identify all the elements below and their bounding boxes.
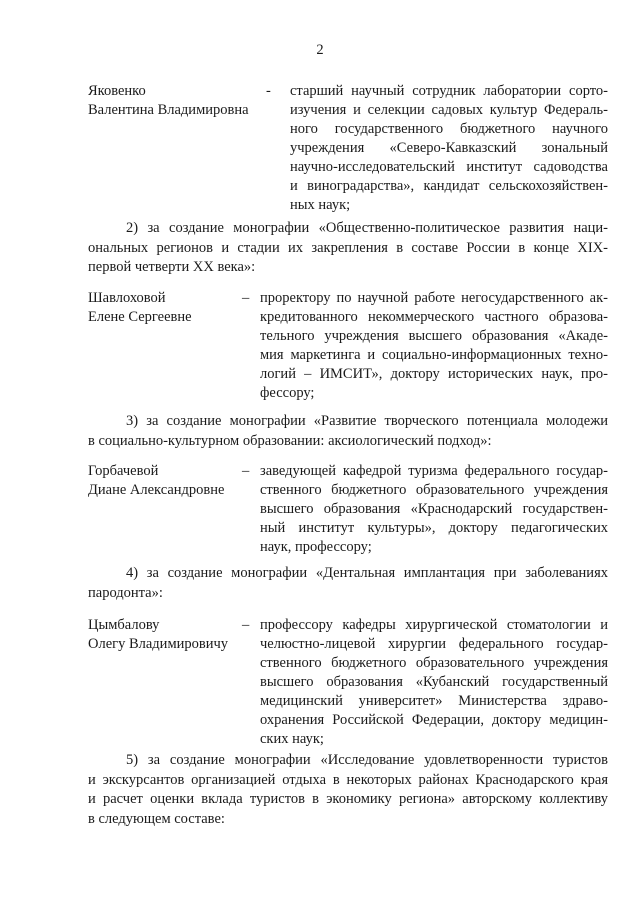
description-line: научно-исследовательский институт садоводства [290,159,608,175]
recipient-surname: Цымбалову [88,617,160,633]
description-line: ственного бюджетного образовательного учреждения [260,482,608,498]
description-line: фессору; [260,385,315,401]
description-line: высшего образования «Кубанский государственный [260,674,608,690]
recipient-description [260,462,608,557]
separator-dash: - [266,83,271,99]
separator-dash: – [242,463,250,479]
separator-dash: – [242,290,250,306]
description-line: высшего образования «Краснодарский государствен- [260,501,608,517]
nomination-line: 3) за создание монографии «Развитие творческого потенциала молодежи [126,413,608,429]
description-line: заведующей кафедрой туризма федерального государ- [260,463,608,479]
description-line: ный институт культуры», доктору педагогических [260,520,608,536]
description-line: старший научный сотрудник лаборатории сорто- [290,83,608,99]
nomination-line: 5) за создание монографии «Исследование удовлетворенности туристов [126,752,608,768]
nomination-line: 2) за создание монографии «Общественно-политическое развития наци- [126,220,608,236]
recipient-given-names: Олегу Владимировичу [88,636,229,652]
description-line: логий – ИМСИТ», доктору исторических наук, про- [260,366,608,382]
description-line: тельного учреждения высшего образования «Акаде- [260,328,608,344]
description-line: охранения Российской Федерации, доктору медицин- [260,712,608,728]
description-line: учреждения «Северо-Кавказский зональный [290,140,608,156]
description-line: изучения и селекции садовых культур Федераль- [290,102,608,118]
description-line: наук, профессору; [260,539,372,555]
recipient-given-names: Елене Сергеевне [88,309,192,325]
page-number: 2 [316,42,324,58]
recipient-given-names: Валентина Владимировна [88,102,249,118]
nomination-line: ональных регионов и стадии их закрепления в составе России в конце XIX- [88,239,608,256]
nomination-line: 4) за создание монографии «Дентальная имплантация при заболеваниях [126,565,608,581]
description-line: ных наук; [290,197,351,213]
nomination-line: пародонта»: [88,584,163,601]
recipient-description [260,616,608,749]
description-line: проректору по научной работе негосударственного ак- [260,290,608,306]
description-line: мия маркетинга и социально-информационных техно- [260,347,608,363]
description-line: и виноградарства», кандидат сельскохозяйствен- [290,178,608,194]
recipient-surname: Горбачевой [88,463,159,479]
description-line: медицинский университет» Министерства здраво- [260,693,608,709]
recipient-given-names: Диане Александровне [88,482,225,498]
nomination-line: и экскурсантов организацией отдыха в некоторых районах Краснодарского края [88,771,608,788]
recipient-name [88,616,263,654]
recipient-surname: Яковенко [88,83,146,99]
recipient-name [88,462,263,500]
nomination-line: и расчет оценки вклада туристов в экономику региона» авторскому коллективу [88,791,608,807]
recipient-description [290,82,608,215]
recipient-description [260,289,608,403]
recipient-name [88,289,263,327]
nomination-item-2 [88,219,608,278]
nomination-line: в следующем составе: [88,810,225,827]
nomination-item-5 [88,751,608,829]
description-line: профессору кафедры хирургической стоматологии и [260,617,608,633]
description-line: кредитованного некоммерческого частного образова- [260,309,608,325]
recipient-name [88,82,263,120]
nomination-line: первой четверти XX века»: [88,259,256,275]
description-line: ственного бюджетного образовательного учреждения [260,655,608,671]
description-line: ного государственного бюджетного научного [290,121,608,137]
nomination-line: в социально-культурном образовании: аксиологический подход»: [88,432,492,449]
description-line: ских наук; [260,731,324,747]
description-line: челюстно-лицевой хирургии федерального государ- [260,636,608,652]
nomination-item-3 [88,412,608,451]
recipient-surname: Шавлоховой [88,290,166,306]
separator-dash: – [242,617,250,633]
nomination-item-4 [88,564,608,603]
